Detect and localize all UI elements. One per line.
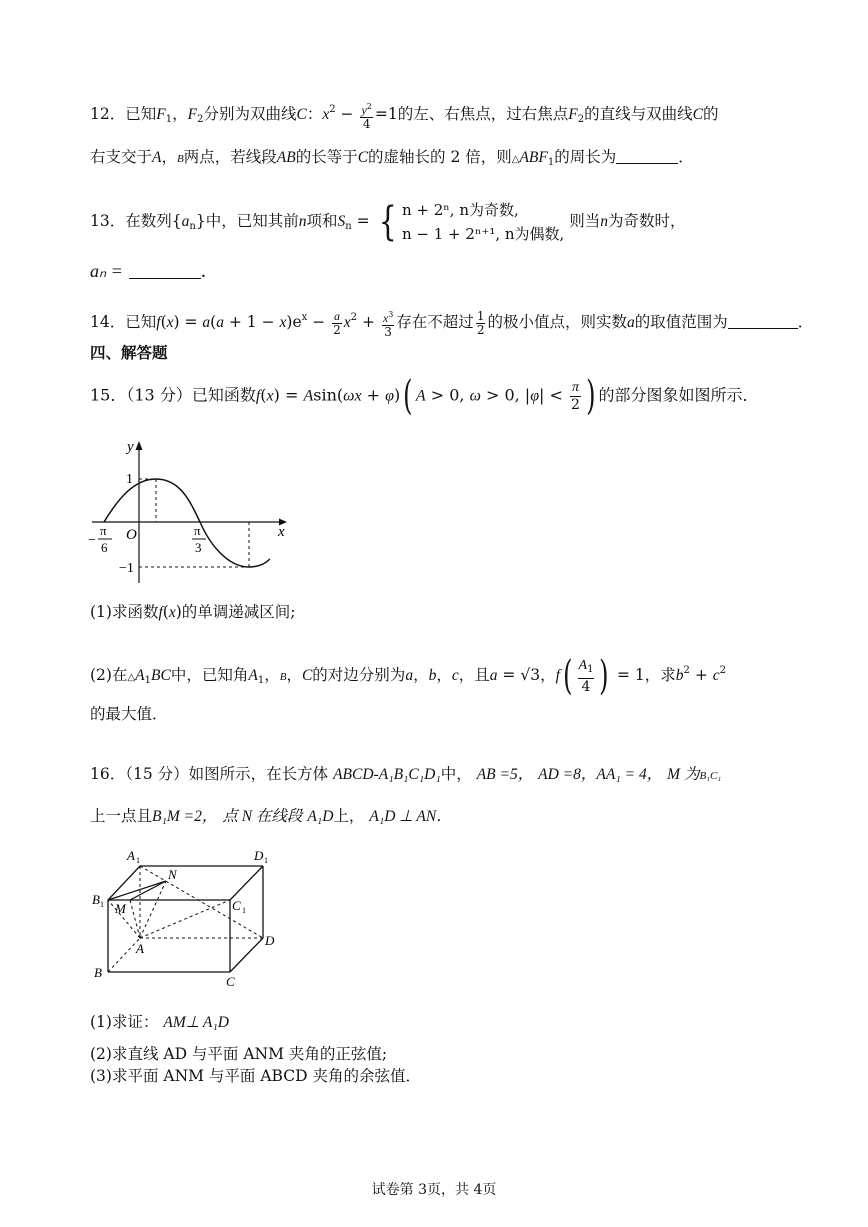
svg-text:−: − [88, 533, 96, 548]
svg-text:D: D [265, 933, 275, 948]
svg-text:1: 1 [242, 906, 246, 915]
y-axis-arrow-icon [136, 441, 143, 450]
q15-part1: (1)求函数f(x)的单调递减区间; [90, 603, 296, 621]
svg-text:1: 1 [264, 856, 268, 865]
pi-third-label: π [194, 523, 201, 538]
q15-sine-graph [84, 435, 294, 585]
svg-text:D: D [254, 848, 264, 863]
tick-neg1: −1 [119, 561, 134, 576]
svg-text:6: 6 [101, 540, 108, 555]
y-label: y [127, 439, 134, 455]
q12-answer-blank [616, 163, 678, 164]
section-heading: 四、解答题 [90, 344, 168, 362]
q16-cuboid-figure [88, 846, 288, 991]
q12-number: 12． [90, 105, 126, 123]
svg-text:A: A [136, 941, 144, 956]
q16-part2: (2)求直线 AD 与平面 ANM 夹角的正弦值; [90, 1045, 388, 1063]
q13-line1: 13．在数列$\{a_n\}$中，已知其前n项和$S_n$ = { n + 2ⁿ, n为奇数, n − 1 + 2ⁿ⁺¹, n为偶数, 则当n为奇数时， [90, 199, 686, 245]
q15-line1: 15．（13 分）已知函数f(x) = Asin(ωx + φ)( A > 0, ω > 0, |φ| < $\frac{\pi}{2}$ ) 的部分图象如图所示． [90, 373, 759, 419]
q15-part2-line2: 的最大值． [90, 705, 168, 723]
q16-line2: 上一点且B₁M =2， 点 N 在线段 A₁D上， A₁D ⊥ AN． [90, 807, 452, 825]
q16-number: 16． [90, 765, 126, 783]
q12-line1: 12．已知$F_1$，$F_2$分别为双曲线C：$x^2$ − $\frac{y^2}{4}$ =1的左、右焦点，过右焦点$F_2$的直线与双曲线C的 [90, 101, 719, 131]
q12-line2: 右支交于A，B两点，若线段AB的长等于C的虚轴长的 2 倍，则$\triangle ABF_1$的周长为 ． [90, 148, 694, 168]
q16-part1: (1)求证： AM⊥ A₁D [90, 1013, 229, 1031]
svg-text:N: N [168, 867, 177, 882]
svg-text:B: B [94, 965, 102, 980]
q14-answer-blank [728, 328, 798, 329]
q13-number: 13． [90, 212, 126, 230]
svg-text:1: 1 [136, 856, 140, 865]
q15-part2-line1: (2)在$\triangle A_1BC$中，已知角$A_1$，B，C的对边分别为a，b，c，且a = √3，f( $\frac{A_1}{4}$ ) = 1，求$b^2 + c^2$ [90, 653, 727, 699]
svg-text:C: C [232, 898, 241, 913]
tick-1: 1 [126, 472, 133, 487]
q16-line1: 16．（15 分）如图所示，在长方体 ABCD-A₁B₁C₁D₁中， AB =5， AD =8，AA₁ = 4， M 为B₁C₁ [90, 765, 722, 783]
q16-part3: (3)求平面 ANM 与平面 ABCD 夹角的余弦值． [90, 1067, 421, 1085]
q13-answer-blank [129, 278, 201, 279]
svg-text:C: C [226, 974, 235, 989]
page-footer: 试卷第 3页，共 4页 [371, 1182, 497, 1198]
svg-text:A: A [127, 848, 135, 863]
q14-line: 14．已知$f(x) = a(a + 1 - x)e^x$ − $\frac{a}{2}$ $x^2$ + $\frac{x^3}{3}$ 存在不超过 $\frac{1}{2}$ 的极小值点，则实数a的取值范围为 ． [90, 308, 814, 339]
svg-text:B: B [92, 892, 100, 907]
q14-number: 14． [90, 313, 126, 331]
x-label: x [278, 524, 285, 540]
svg-text:1: 1 [100, 900, 104, 909]
q15-number: 15． [90, 385, 127, 405]
sine-curve [104, 479, 270, 567]
neg-pi-label: π [100, 523, 107, 538]
svg-text:3: 3 [195, 540, 202, 555]
origin-label: O [126, 527, 137, 543]
q13-line2: aₙ = ． [90, 261, 219, 282]
svg-text:M: M [115, 901, 126, 916]
